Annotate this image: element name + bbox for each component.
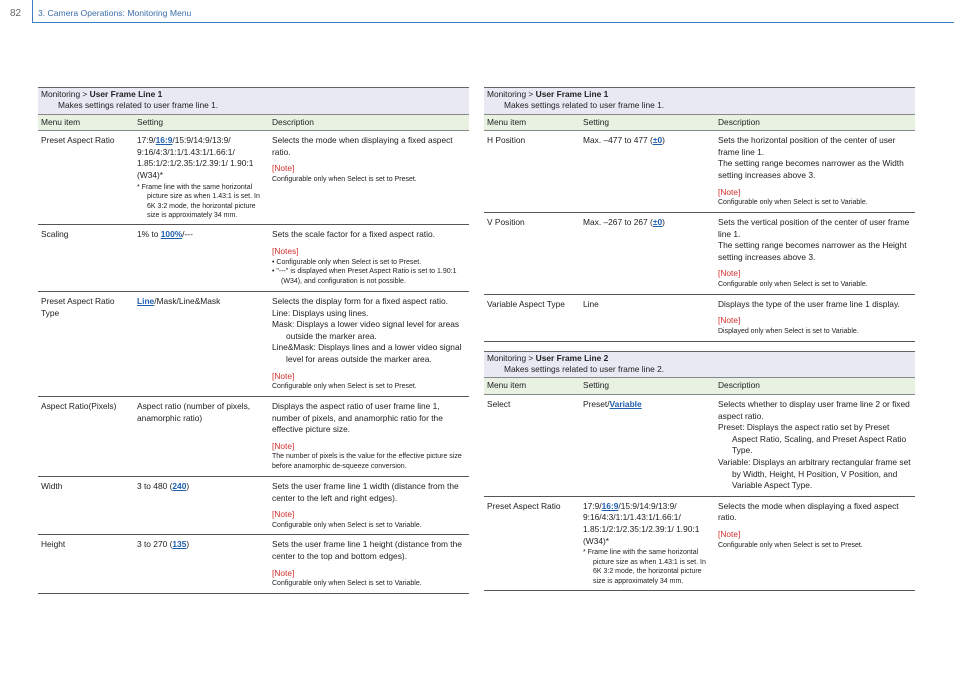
default-value: 16:9 (155, 135, 173, 146)
menu-item-name: Select (484, 395, 580, 497)
table-title: Monitoring > User Frame Line 2 Makes settings related to user frame line 2. (484, 351, 915, 378)
menu-item-name: Preset Aspect Ratio (38, 131, 134, 225)
header-description: Description (269, 114, 469, 131)
note-text: Configurable only when Select is set to Preset. (272, 176, 417, 184)
header-menu-item: Menu item (484, 378, 580, 395)
description: Sets the user frame line 1 width (distance from the center to the left and right edges). [Note] Configurable only when Select is set to Variable. (269, 476, 469, 535)
table-subtitle: Makes settings related to user frame line 1. (504, 100, 665, 111)
setting-value: 17:9/16:9/15:9/14:9/13:9/ 9:16/4:3/1:1/1.43:1/1.66:1/ 1.85:1/2:1/2.35:1/2.39:1/ 1.90:1 (W34)* * Frame line with the same horizontal picture size as when 1.43:1 is set. In 6K 3:2 mode, the horizontal picture size is approximately 34 mm. (134, 131, 269, 225)
setting-value: Max. –267 to 267 (±0) (580, 213, 715, 295)
header-setting: Setting (580, 378, 715, 395)
setting-value: 3 to 480 (240) (134, 476, 269, 535)
menu-item-name: H Position (484, 131, 580, 213)
default-value: ±0 (652, 135, 663, 146)
table-row (38, 291, 469, 396)
note-text: Configurable only when Select is set to Variable. (718, 281, 868, 289)
note-text: Configurable only when Select is set to Preset. (718, 541, 863, 549)
setting-value: Max. –477 to 477 (±0) (580, 131, 715, 213)
setting-value: 3 to 270 (135) (134, 535, 269, 594)
setting-value: 17:9/16:9/15:9/14:9/13:9/ 9:16/4:3/1:1/1.43:1/1.66:1/ 1.85:1/2:1/2.35:1/2.39:1/ 1.90:1 (W34)* * Frame line with the same horizontal picture size as when 1.43:1 is set. In 6K 3:2 mode, the horizontal picture size is approximately 34 mm. (580, 496, 715, 590)
menu-item-name: Preset Aspect Ratio (484, 496, 580, 590)
table-row (38, 535, 469, 594)
description: Sets the scale factor for a fixed aspect ratio. [Notes] • Configurable only when Select is set to Preset. • "---" is displayed when Preset Aspect Ratio is set to 1.90:1 (W34), and configuration is not possible. (269, 225, 469, 292)
table-row (38, 131, 469, 225)
table-row (484, 131, 915, 213)
table-title: Monitoring > User Frame Line 1 Makes settings related to user frame line 1. (38, 88, 469, 115)
left-column (38, 87, 469, 594)
menu-name: User Frame Line 1 (89, 89, 163, 99)
user-frame-line-1-table (38, 87, 469, 594)
note-label: [Note] (718, 315, 741, 326)
header-divider (32, 0, 33, 23)
description: Selects the mode when displaying a fixed aspect ratio. [Note] Configurable only when Select is set to Preset. (269, 131, 469, 225)
description: Sets the user frame line 1 height (distance from the center to the top and bottom edges). [Note] Configurable only when Select is set to Variable. (269, 535, 469, 594)
description: Displays the type of the user frame line 1 display. [Note] Displayed only when Select is set to Variable. (715, 294, 915, 341)
note-label: [Note] (272, 440, 295, 451)
description: Displays the aspect ratio of user frame line 1, number of pixels, and anamorphic ratio for the effective picture size. [Note] The number of pixels is the value for the effective picture size before anamorphic de-squeeze conversion. (269, 396, 469, 476)
menu-item-name: Height (38, 535, 134, 594)
setting-value: Line/Mask/Line&Mask (134, 291, 269, 396)
footnote: * Frame line with the same horizontal picture size as when 1.43:1 is set. In 6K 3:2 mode, the horizontal picture size is approximately 34 mm. (137, 183, 260, 219)
note-text: Displayed only when Select is set to Variable. (718, 328, 859, 335)
note-label: [Note] (718, 529, 741, 540)
description: Selects the display form for a fixed aspect ratio. Line: Displays using lines. Mask: Displays a lower video signal level for areas outside the marker area. Line&Mask: Displays lines and a lower video signal level for areas outside the marker area. [Note] Configurable only when Select is set to Preset. (269, 291, 469, 396)
right-column (484, 87, 915, 591)
table-row (484, 496, 915, 590)
menu-item-name: Aspect Ratio(Pixels) (38, 396, 134, 476)
setting-value: Aspect ratio (number of pixels, anamorphic ratio) (134, 396, 269, 476)
table-subtitle: Makes settings related to user frame line 1. (58, 100, 219, 111)
note-text: Configurable only when Select is set to Variable. (718, 199, 868, 207)
header-rule (32, 22, 954, 23)
default-value: 135 (172, 539, 187, 550)
description: Sets the vertical position of the center of user frame line 1. The setting range becomes narrower as the Height setting increases above 3. [Note] Configurable only when Select is set to Variable. (715, 213, 915, 295)
table-subtitle: Makes settings related to user frame line 2. (504, 364, 665, 375)
user-frame-line-1-table-cont (484, 87, 915, 342)
page-header (0, 0, 954, 24)
default-value: ±0 (652, 217, 663, 228)
table-row (484, 395, 915, 497)
header-menu-item: Menu item (484, 114, 580, 131)
table-row (38, 396, 469, 476)
note-label: [Note] (718, 186, 741, 197)
table-row (484, 294, 915, 341)
note-bullet: • "---" is displayed when Preset Aspect Ratio is set to 1.90:1 (W34), and configuration is not possible. (272, 268, 457, 286)
header-menu-item: Menu item (38, 114, 134, 131)
setting-value: 1% to 100%/--- (134, 225, 269, 292)
default-value: Variable (609, 399, 642, 410)
note-label: [Note] (272, 509, 295, 520)
menu-name: User Frame Line 1 (535, 89, 609, 99)
footnote: * Frame line with the same horizontal picture size as when 1.43:1 is set. In 6K 3:2 mode, the horizontal picture size is approximately 34 mm. (583, 549, 706, 585)
table-row (38, 225, 469, 292)
description: Selects whether to display user frame line 2 or fixed aspect ratio. Preset: Displays the aspect ratio set by Preset Aspect Ratio, Scaling, and Preset Aspect Ratio Type. Variable: Displays an arbitrary rectangular frame set by Width, Height, H Position, V Position, and Variable Aspect Type. (715, 395, 915, 497)
menu-item-name: Variable Aspect Type (484, 294, 580, 341)
header-setting: Setting (134, 114, 269, 131)
setting-value: Line (580, 294, 715, 341)
note-text: Configurable only when Select is set to Preset. (272, 383, 417, 391)
menu-item-name: Preset Aspect Ratio Type (38, 291, 134, 396)
note-label: [Note] (272, 567, 295, 578)
breadcrumb: 3. Camera Operations: Monitoring Menu (38, 8, 192, 18)
default-value: 100% (160, 229, 183, 240)
menu-item-name: V Position (484, 213, 580, 295)
default-value: 240 (172, 480, 187, 491)
menu-item-name: Scaling (38, 225, 134, 292)
note-text: Configurable only when Select is set to Variable. (272, 521, 422, 529)
default-value: 16:9 (601, 500, 619, 511)
default-value: Line (137, 295, 155, 306)
note-bullet: • Configurable only when Select is set to Preset. (272, 258, 422, 266)
table-title: Monitoring > User Frame Line 1 Makes settings related to user frame line 1. (484, 88, 915, 115)
note-label: [Note] (272, 163, 295, 174)
description: Sets the horizontal position of the center of user frame line 1. The setting range becomes narrower as the Width setting increases above 3. [Note] Configurable only when Select is set to Variable. (715, 131, 915, 213)
menu-name: User Frame Line 2 (535, 352, 609, 363)
page-number: 82 (10, 8, 22, 19)
header-description: Description (715, 378, 915, 395)
table-row (484, 213, 915, 295)
note-text: The number of pixels is the value for the effective picture size before anamorphic de-squeeze conversion. (272, 453, 462, 471)
note-text: Configurable only when Select is set to Variable. (272, 580, 422, 588)
table-row (38, 476, 469, 535)
setting-value: Preset/Variable (580, 395, 715, 497)
description: Selects the mode when displaying a fixed aspect ratio. [Note] Configurable only when Select is set to Preset. (715, 496, 915, 590)
note-label: [Note] (272, 370, 295, 381)
user-frame-line-2-table (484, 351, 915, 591)
header-description: Description (715, 114, 915, 131)
notes-label: [Notes] (272, 246, 299, 256)
header-setting: Setting (580, 114, 715, 131)
note-label: [Note] (718, 268, 741, 279)
menu-item-name: Width (38, 476, 134, 535)
